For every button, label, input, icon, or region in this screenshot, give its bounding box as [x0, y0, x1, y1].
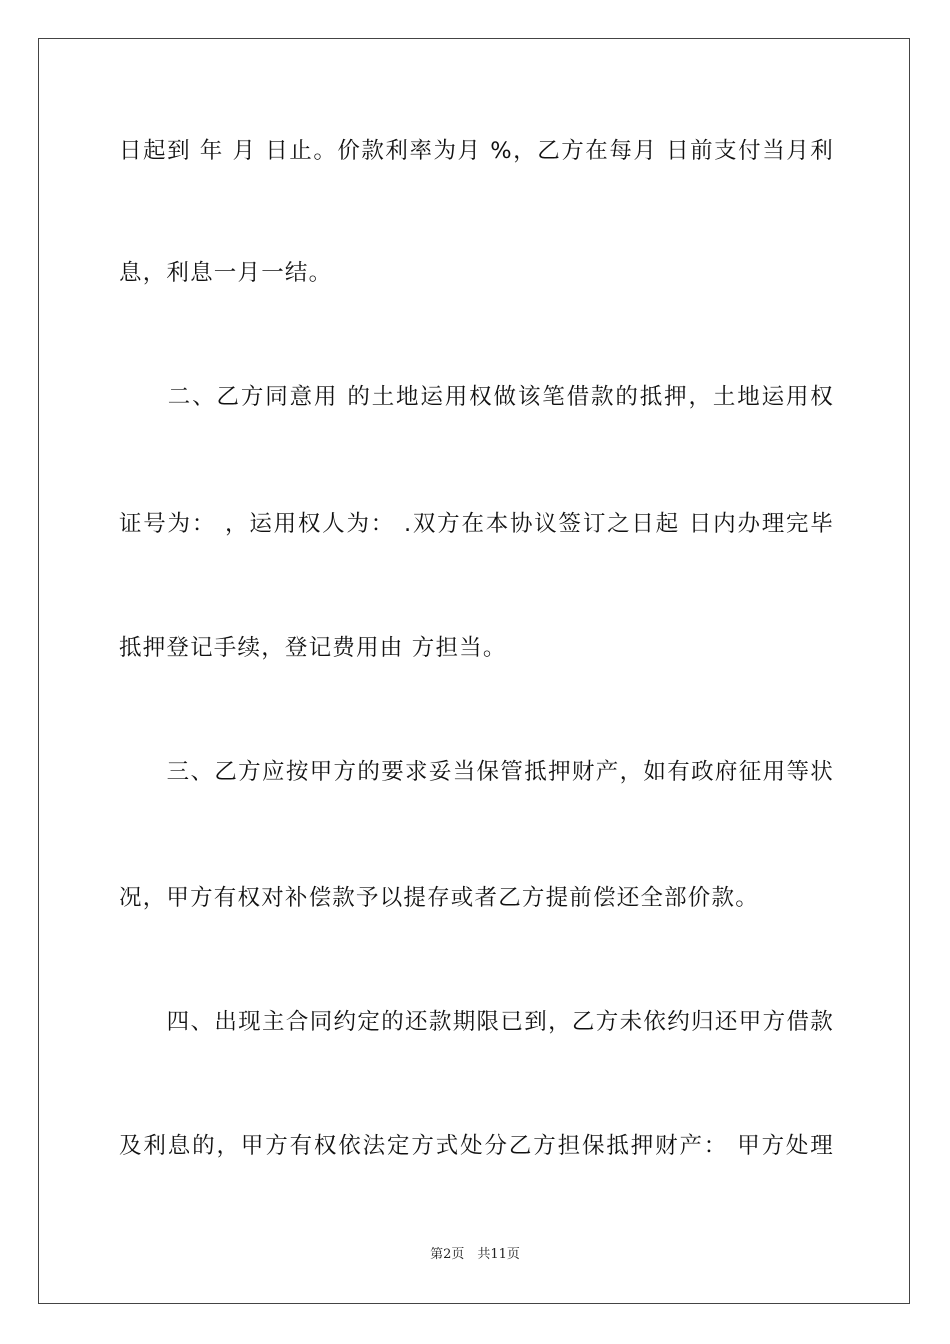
paragraph-line-5: 抵押登记手续，登记费用由 方担当。 — [119, 635, 507, 661]
paragraph-line-2: 息，利息一月一结。 — [119, 260, 333, 286]
paragraph-line-3: 二、乙方同意用 的土地运用权做该笔借款的抵押，土地运用权 — [119, 384, 834, 410]
paragraph-line-9: 及利息的，甲方有权依法定方式处分乙方担保抵押财产： 甲方处理 — [119, 1133, 834, 1159]
paragraph-line-4: 证号为： ，运用权人为： .双方在本协议签订之日起 日内办理完毕 — [119, 511, 834, 537]
paragraph-line-1: 日起到 年 月 日止。价款利率为月 %，乙方在每月 日前支付当月利 — [119, 138, 834, 164]
paragraph-line-8: 四、出现主合同约定的还款期限已到，乙方未依约归还甲方借款 — [119, 1009, 834, 1035]
page-number-footer: 第2页 共11页 — [430, 1247, 520, 1262]
page-border — [38, 38, 910, 1304]
paragraph-line-6: 三、乙方应按甲方的要求妥当保管抵押财产，如有政府征用等状 — [119, 759, 834, 785]
paragraph-line-7: 况，甲方有权对补偿款予以提存或者乙方提前偿还全部价款。 — [119, 885, 759, 911]
